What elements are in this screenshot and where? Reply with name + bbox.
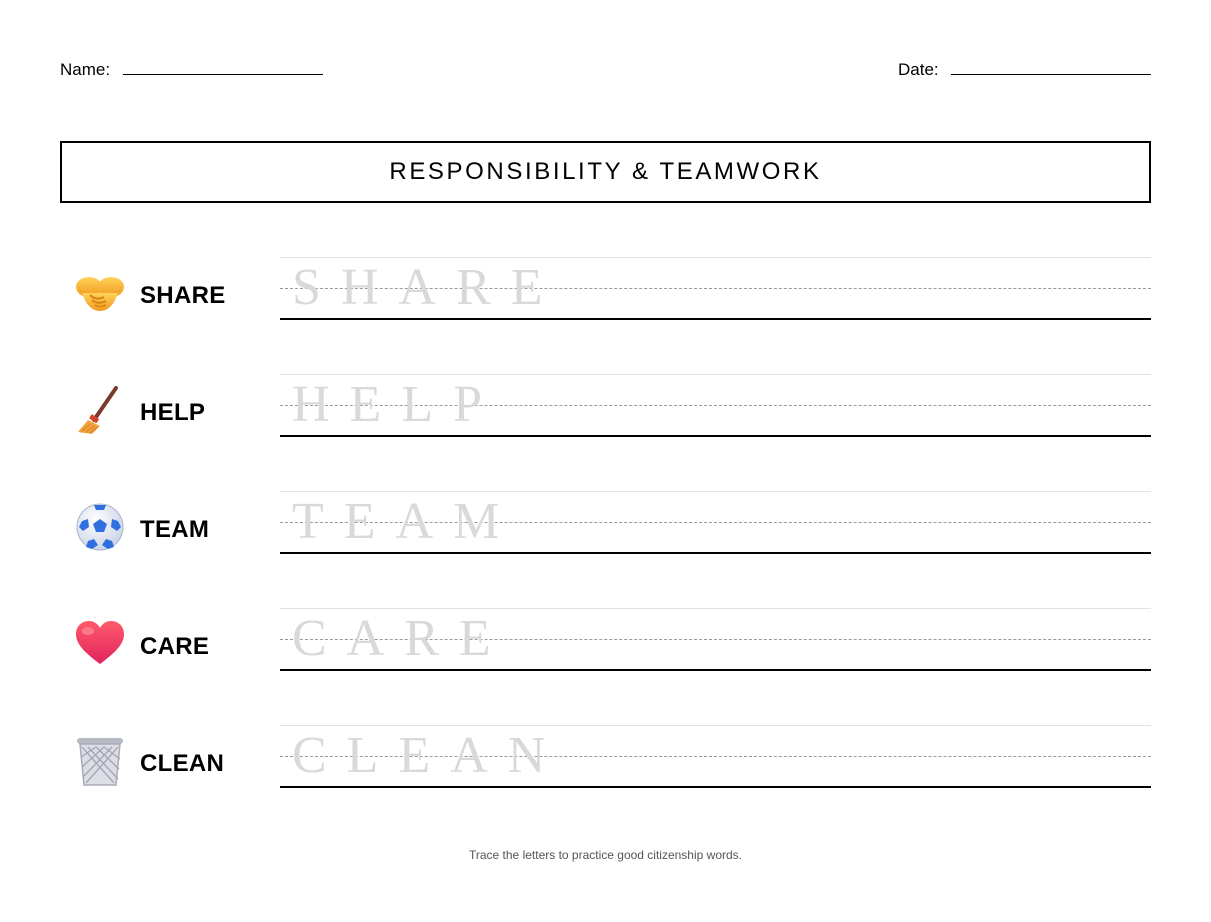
word-row-share <box>0 257 1211 374</box>
baseline-guide <box>280 786 1151 788</box>
tracing-lines[interactable] <box>280 257 1151 319</box>
word-label: CLEAN <box>140 750 225 777</box>
word-row-team <box>0 491 1211 608</box>
tracing-lines[interactable] <box>280 491 1151 553</box>
baseline-guide <box>280 435 1151 437</box>
word-row-help <box>0 374 1211 491</box>
word-row-clean <box>0 725 1211 842</box>
wastebasket-icon <box>74 735 126 787</box>
soccer-ball-icon <box>74 501 126 553</box>
name-field[interactable] <box>123 74 323 75</box>
title-box <box>60 141 1151 203</box>
date-label: Date: <box>898 60 939 79</box>
footer-instructions: Trace the letters to practice good citizenship words. <box>468 848 743 862</box>
baseline-guide <box>280 552 1151 554</box>
word-label: CARE <box>140 633 210 660</box>
handshake-icon <box>74 267 126 319</box>
top-guide-line <box>280 257 1151 258</box>
baseline-guide <box>280 318 1151 320</box>
tracing-lines[interactable] <box>280 608 1151 670</box>
name-label: Name: <box>60 60 111 79</box>
page-title: RESPONSIBILITY & TEAMWORK <box>389 158 822 185</box>
baseline-guide <box>280 669 1151 671</box>
word-label: SHARE <box>140 282 226 309</box>
top-guide-line <box>280 491 1151 492</box>
trace-word: CARE <box>292 610 511 667</box>
top-guide-line <box>280 608 1151 609</box>
top-guide-line <box>280 725 1151 726</box>
word-label: TEAM <box>140 516 210 543</box>
trace-word: HELP <box>292 376 502 433</box>
trace-word: SHARE <box>292 259 563 316</box>
word-label: HELP <box>140 399 206 426</box>
top-guide-line <box>280 374 1151 375</box>
word-row-care <box>0 608 1211 725</box>
trace-word: CLEAN <box>292 727 566 784</box>
heart-icon <box>74 618 126 670</box>
tracing-lines[interactable] <box>280 725 1151 787</box>
trace-word: TEAM <box>292 493 520 550</box>
date-field[interactable] <box>951 74 1151 75</box>
tracing-lines[interactable] <box>280 374 1151 436</box>
broom-icon <box>74 384 126 436</box>
